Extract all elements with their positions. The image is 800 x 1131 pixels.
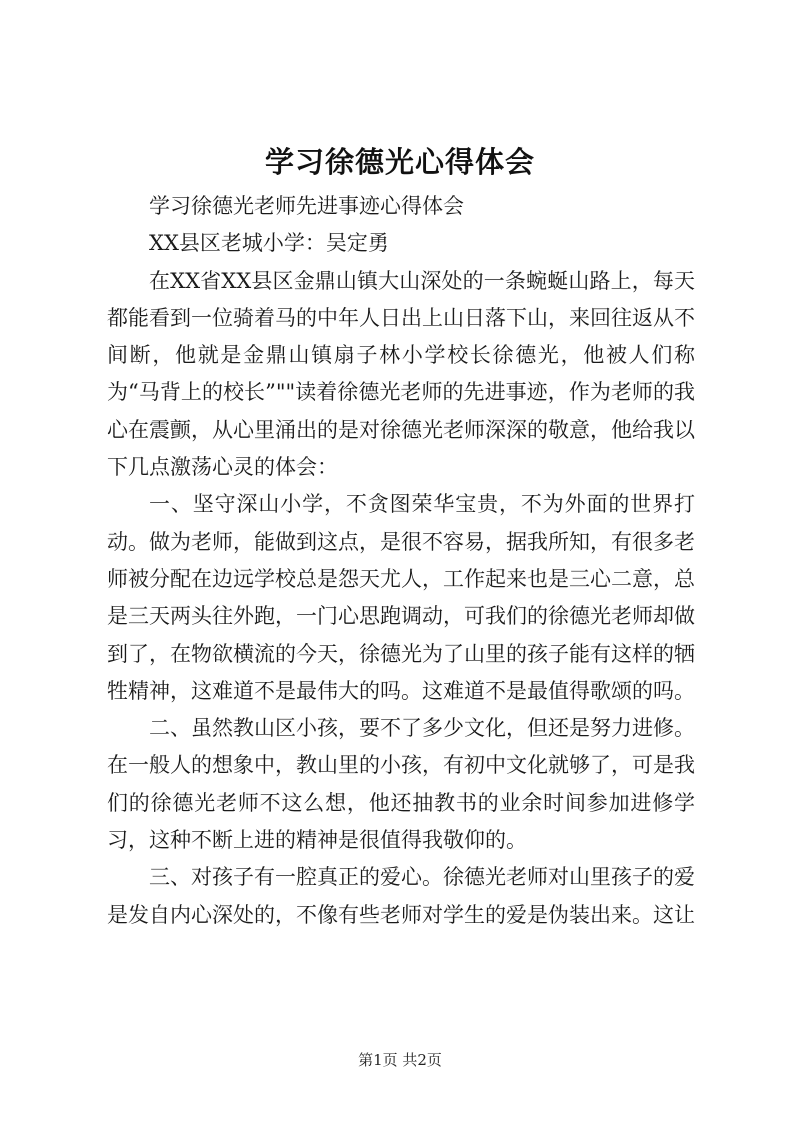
body-paragraph: 一、坚守深山小学，不贪图荣华宝贵，不为外面的世界打动。做为老师，能做到这点，是很不容易，据我所知，有很多老师被分配在边远学校总是怨天尤人，工作起来也是三心二意，总是三天两头往外跑，一门心思跑调动，可我们的徐德光老师却做到了，在物欲横流的今天，徐德光为了山里的孩子能有这样的牺牲精神，这难道不是最伟大的吗。这难道不是最值得歌颂的吗。 xyxy=(107,492,695,703)
body-paragraph: 二、虽然教山区小孩，要不了多少文化，但还是努力进修。在一般人的想象中，教山里的小孩，有初中文化就够了，可是我们的徐德光老师不这么想，他还抽教书的业余时间参加进修学习，这种不断上进的精神是很值得我敬仰的。 xyxy=(107,716,695,853)
subtitle-paragraph: 学习徐德光老师先进事迹心得体会 xyxy=(149,194,464,218)
page-footer: 第1页 共2页 xyxy=(358,1051,442,1069)
body-paragraph: 三、对孩子有一腔真正的爱心。徐德光老师对山里孩子的爱是发自内心深处的，不像有些老师对学生的爱是伪装出来。这让 xyxy=(107,865,695,927)
body-paragraph: 在XX省XX县区金鼎山镇大山深处的一条蜿蜒山路上，每天都能看到一位骑着马的中年人日出上山日落下山，来回往返从不间断，他就是金鼎山镇扇子林小学校长徐德光，他被人们称为“马背上的校长”""读着徐德光老师的先进事迹，作为老师的我心在震颤，从心里涌出的是对徐德光老师深深的敬意，他给我以下几点激荡心灵的体会： xyxy=(107,268,695,480)
document-title: 学习徐德光心得体会 xyxy=(264,145,535,179)
document-body xyxy=(107,188,695,934)
author-paragraph: XX县区老城小学：吴定勇 xyxy=(149,231,389,256)
